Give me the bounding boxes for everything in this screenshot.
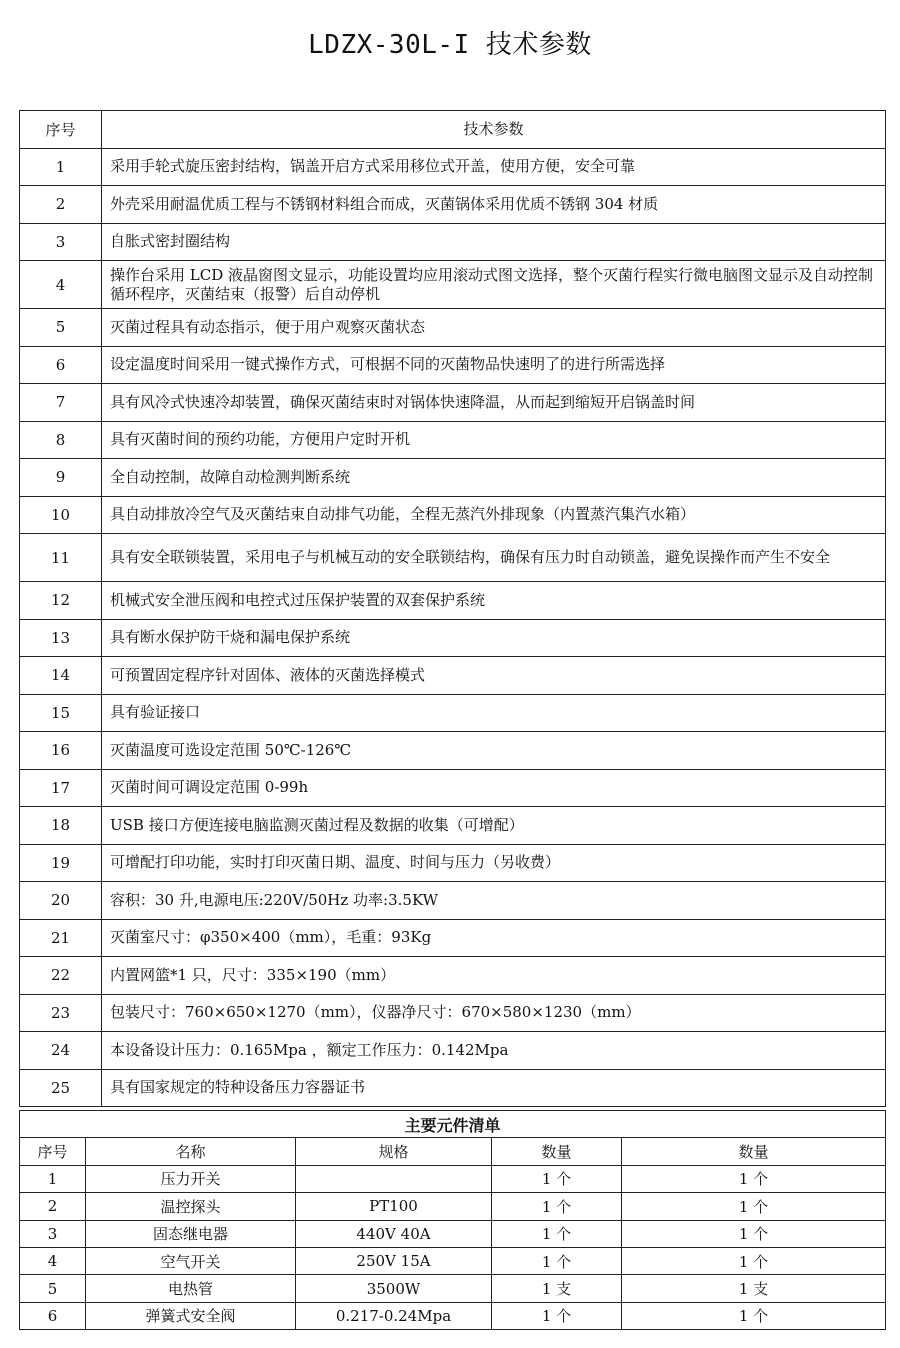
row-spec: 灭菌时间可调设定范围 0-99h [102,769,886,807]
parts-qty: 1 个 [492,1247,622,1274]
row-index: 19 [20,844,102,882]
row-index: 10 [20,496,102,534]
row-spec: 灭菌过程具有动态指示，便于用户观察灭菌状态 [102,309,886,347]
row-spec: 灭菌室尺寸：φ350×400（mm），毛重：93Kg [102,919,886,957]
section-title: 主要元件清单 [20,1111,886,1138]
row-index: 7 [20,384,102,422]
parts-header-qty: 数量 [492,1138,622,1165]
row-index: 6 [20,346,102,384]
parts-name: 固态继电器 [86,1220,296,1247]
row-spec: 灭菌温度可选设定范围 50℃-126℃ [102,732,886,770]
table-row [20,1165,886,1192]
row-index: 16 [20,732,102,770]
parts-qty-2: 1 支 [622,1275,886,1302]
row-spec: USB 接口方便连接电脑监测灭菌过程及数据的收集（可增配） [102,807,886,845]
table-row [20,844,886,882]
row-index: 9 [20,459,102,497]
parts-qty: 1 个 [492,1220,622,1247]
row-spec: 外壳采用耐温优质工程与不锈钢材料组合而成，灭菌锅体采用优质不锈钢 304 材质 [102,186,886,224]
parts-qty-2: 1 个 [622,1193,886,1220]
parts-name: 温控探头 [86,1193,296,1220]
parts-index: 2 [20,1193,86,1220]
row-spec: 具有验证接口 [102,694,886,732]
row-spec: 设定温度时间采用一键式操作方式，可根据不同的灭菌物品快速明了的进行所需选择 [102,346,886,384]
header-spec: 技术参数 [102,111,886,149]
table-row [20,1275,886,1302]
row-spec: 具有风冷式快速冷却装置，确保灭菌结束时对锅体快速降温，从而起到缩短开启锅盖时间 [102,384,886,422]
parts-header-row [20,1138,886,1165]
parts-header-index: 序号 [20,1138,86,1165]
parts-qty: 1 个 [492,1165,622,1192]
table-row [20,309,886,347]
table-row [20,384,886,422]
row-index: 21 [20,919,102,957]
parts-index: 3 [20,1220,86,1247]
row-spec: 容积：30 升,电源电压:220V/50Hz 功率:3.5KW [102,882,886,920]
table-row [20,261,886,309]
table-row [20,148,886,186]
row-index: 4 [20,261,102,309]
row-spec: 具有国家规定的特种设备压力容器证书 [102,1069,886,1107]
row-index: 25 [20,1069,102,1107]
table-row [20,534,886,582]
row-index: 3 [20,223,102,261]
parts-name: 电热管 [86,1275,296,1302]
table-row [20,459,886,497]
section-title-row [20,1111,886,1138]
table-row [20,186,886,224]
row-spec: 具有断水保护防干烧和漏电保护系统 [102,619,886,657]
row-spec: 可增配打印功能，实时打印灭菌日期、温度、时间与压力（另收费） [102,844,886,882]
table-header-row [20,111,886,149]
table-row [20,1193,886,1220]
row-index: 1 [20,148,102,186]
table-row [20,882,886,920]
table-row [20,694,886,732]
row-index: 5 [20,309,102,347]
row-spec: 具有灭菌时间的预约功能，方便用户定时开机 [102,421,886,459]
parts-name: 弹簧式安全阀 [86,1302,296,1329]
table-row [20,957,886,995]
row-index: 14 [20,657,102,695]
parts-qty: 1 个 [492,1193,622,1220]
parts-spec: 3500W [296,1275,492,1302]
row-spec: 具自动排放冷空气及灭菌结束自动排气功能，全程无蒸汽外排现象（内置蒸汽集汽水箱） [102,496,886,534]
row-spec: 具有安全联锁装置，采用电子与机械互动的安全联锁结构，确保有压力时自动锁盖，避免误操作而产生不安全 [102,534,886,582]
row-spec: 包装尺寸：760×650×1270（mm），仪器净尺寸：670×580×1230（mm） [102,994,886,1032]
row-index: 24 [20,1032,102,1070]
parts-list-body [20,1111,886,1330]
table-row [20,769,886,807]
table-row [20,582,886,620]
tech-params-body [20,148,886,1107]
table-row [20,1220,886,1247]
table-row [20,421,886,459]
row-spec: 操作台采用 LCD 液晶窗图文显示，功能设置均应用滚动式图文选择，整个灭菌行程实行微电脑图文显示及自动控制循环程序，灭菌结束（报警）后自动停机 [102,261,886,309]
parts-qty-2: 1 个 [622,1302,886,1329]
parts-qty: 1 支 [492,1275,622,1302]
parts-spec: 0.217-0.24Mpa [296,1302,492,1329]
parts-spec [296,1165,492,1192]
parts-header-name: 名称 [86,1138,296,1165]
row-spec: 自胀式密封圈结构 [102,223,886,261]
row-index: 11 [20,534,102,582]
row-index: 2 [20,186,102,224]
parts-index: 6 [20,1302,86,1329]
parts-header-spec: 规格 [296,1138,492,1165]
tech-params-table [19,110,886,1107]
row-index: 15 [20,694,102,732]
parts-name: 空气开关 [86,1247,296,1274]
page-title: LDZX-30L-I 技术参数 [308,30,592,60]
table-row [20,619,886,657]
parts-qty: 1 个 [492,1302,622,1329]
table-row [20,1069,886,1107]
row-spec: 内置网篮*1 只，尺寸：335×190（mm） [102,957,886,995]
row-spec: 全自动控制，故障自动检测判断系统 [102,459,886,497]
row-index: 17 [20,769,102,807]
row-index: 23 [20,994,102,1032]
parts-header-qty-2: 数量 [622,1138,886,1165]
table-row [20,807,886,845]
table-row [20,223,886,261]
row-spec: 机械式安全泄压阀和电控式过压保护装置的双套保护系统 [102,582,886,620]
row-index: 8 [20,421,102,459]
parts-qty-2: 1 个 [622,1247,886,1274]
parts-spec: 250V 15A [296,1247,492,1274]
parts-index: 4 [20,1247,86,1274]
parts-list-table [19,1110,886,1330]
row-index: 18 [20,807,102,845]
parts-spec: PT100 [296,1193,492,1220]
table-row [20,496,886,534]
table-row [20,732,886,770]
parts-index: 1 [20,1165,86,1192]
row-index: 20 [20,882,102,920]
row-index: 12 [20,582,102,620]
row-spec: 可预置固定程序针对固体、液体的灭菌选择模式 [102,657,886,695]
parts-index: 5 [20,1275,86,1302]
table-row [20,657,886,695]
table-row [20,1032,886,1070]
table-row [20,994,886,1032]
table-row [20,1302,886,1329]
header-index: 序号 [20,111,102,149]
table-row [20,346,886,384]
parts-name: 压力开关 [86,1165,296,1192]
row-index: 22 [20,957,102,995]
parts-spec: 440V 40A [296,1220,492,1247]
table-row [20,1247,886,1274]
row-spec: 采用手轮式旋压密封结构，锅盖开启方式采用移位式开盖，使用方便，安全可靠 [102,148,886,186]
parts-qty-2: 1 个 [622,1165,886,1192]
row-index: 13 [20,619,102,657]
table-row [20,919,886,957]
row-spec: 本设备设计压力：0.165Mpa ，额定工作压力：0.142Mpa [102,1032,886,1070]
parts-qty-2: 1 个 [622,1220,886,1247]
